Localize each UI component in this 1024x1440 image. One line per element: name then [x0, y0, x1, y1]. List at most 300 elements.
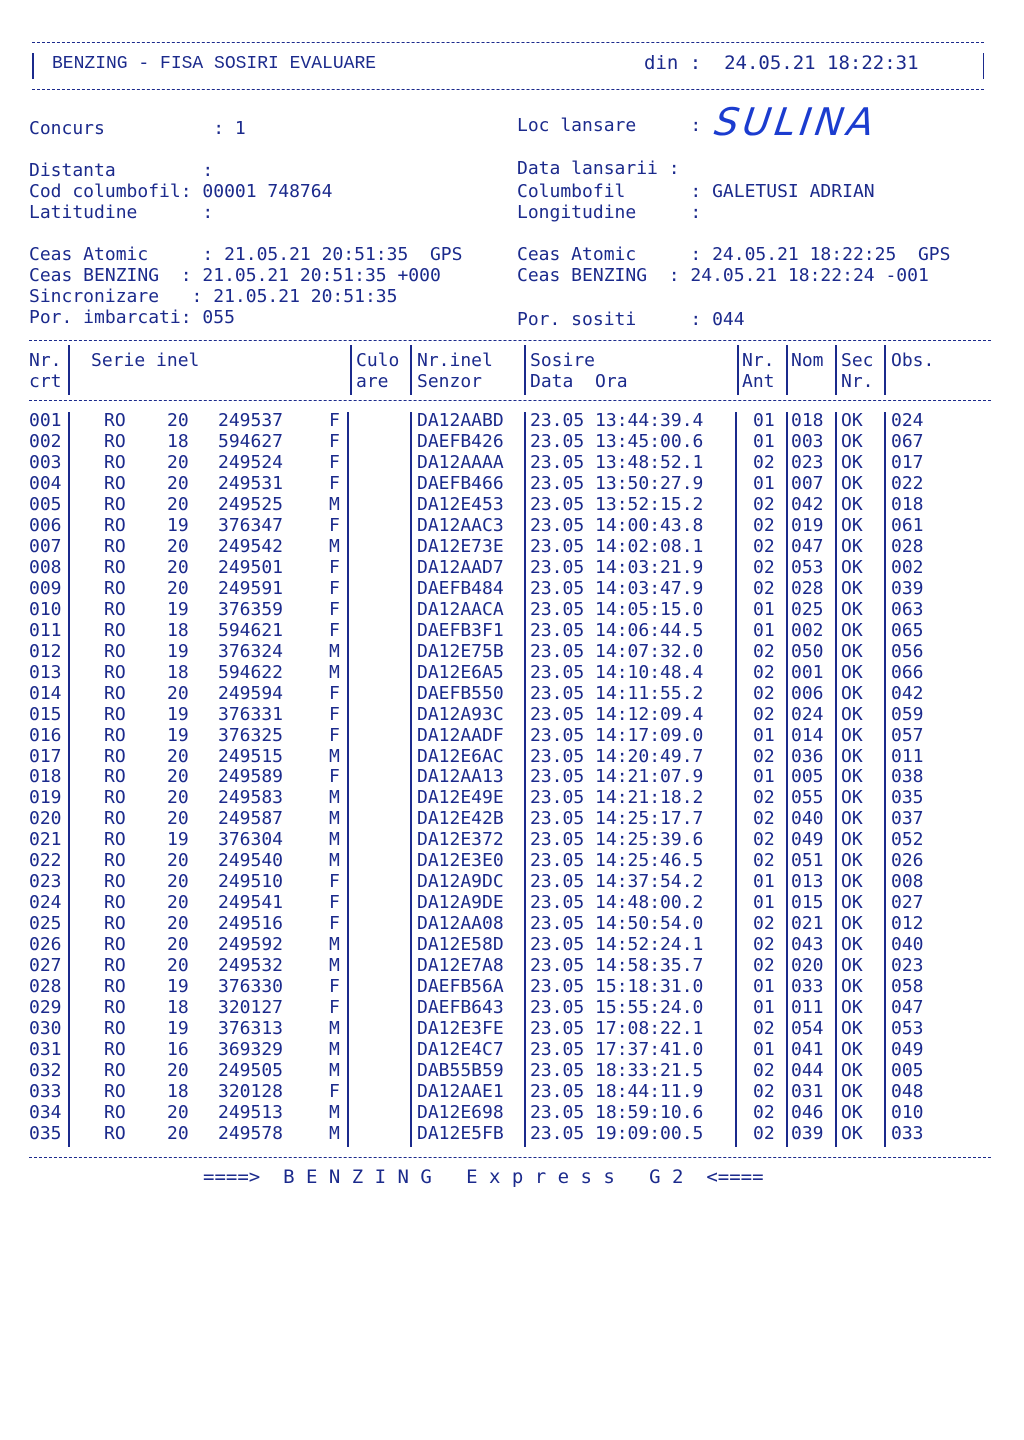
cell-country: RO	[104, 934, 126, 956]
cell-sensor-id: DA12AAE1	[417, 1081, 504, 1103]
cell-nr-crt: 017	[29, 745, 62, 767]
cell-nr-crt: 025	[29, 913, 62, 935]
cell-nr-crt: 019	[29, 787, 62, 809]
cell-year: 20	[167, 682, 189, 704]
cell-nr-crt: 015	[29, 703, 62, 725]
cell-country: RO	[104, 703, 126, 725]
cell-year: 19	[167, 829, 189, 851]
cell-nom: 047	[791, 535, 824, 557]
cell-arrival-time: 23.05 17:08:22.1	[530, 1018, 704, 1040]
header-culoare-1: Culo	[356, 350, 400, 371]
table-row	[0, 829, 1024, 850]
cell-sex: M	[329, 934, 340, 956]
cell-nr-crt: 021	[29, 829, 62, 851]
cell-nr-crt: 016	[29, 724, 62, 746]
printed-datetime: din : 24.05.21 18:22:31	[644, 52, 919, 74]
header-nom: Nom	[791, 350, 824, 371]
cell-ring-number: 249531	[218, 472, 284, 494]
table-row	[0, 683, 1024, 704]
cell-ring-number: 376324	[218, 640, 284, 662]
cell-arrival-time: 23.05 13:48:52.1	[530, 451, 704, 473]
cell-year: 20	[167, 1060, 189, 1082]
cell-arrival-time: 23.05 14:12:09.4	[530, 703, 704, 725]
cell-arrival-time: 23.05 14:17:09.0	[530, 724, 704, 746]
cell-sec-nr: OK	[841, 703, 863, 725]
cell-ant-nr: 01	[753, 619, 775, 641]
cell-obs: 008	[891, 871, 924, 893]
cell-arrival-time: 23.05 14:25:17.7	[530, 808, 704, 830]
cell-nom: 040	[791, 808, 824, 830]
cell-sensor-id: DAEFB466	[417, 472, 504, 494]
cell-sensor-id: DA12E3E0	[417, 850, 504, 872]
cell-nom: 054	[791, 1018, 824, 1040]
cell-obs: 017	[891, 451, 924, 473]
cell-sec-nr: OK	[841, 514, 863, 536]
cell-sex: M	[329, 787, 340, 809]
cell-ant-nr: 02	[753, 808, 775, 830]
table-row	[0, 431, 1024, 452]
table-row	[0, 850, 1024, 871]
cell-sensor-id: DA12E5FB	[417, 1122, 504, 1144]
header-ant: Ant	[742, 371, 775, 392]
cell-sensor-id: DA12AAD7	[417, 556, 504, 578]
cell-arrival-time: 23.05 15:18:31.0	[530, 976, 704, 998]
cell-ant-nr: 02	[753, 703, 775, 725]
cell-obs: 005	[891, 1060, 924, 1082]
cell-sex: F	[329, 410, 340, 431]
cell-sec-nr: OK	[841, 934, 863, 956]
cell-ring-number: 249592	[218, 934, 284, 956]
cell-sec-nr: OK	[841, 745, 863, 767]
cell-nr-crt: 001	[29, 410, 62, 431]
cell-ant-nr: 02	[753, 556, 775, 578]
cell-sec-nr: OK	[841, 1122, 863, 1144]
cell-year: 19	[167, 724, 189, 746]
cell-nr-crt: 035	[29, 1122, 62, 1144]
cell-country: RO	[104, 577, 126, 599]
cell-sensor-id: DA12A93C	[417, 703, 504, 725]
cell-ant-nr: 01	[753, 472, 775, 494]
table-row	[0, 976, 1024, 997]
cell-sec-nr: OK	[841, 661, 863, 683]
cell-arrival-time: 23.05 14:03:47.9	[530, 577, 704, 599]
cell-ring-number: 249513	[218, 1102, 284, 1123]
cell-year: 20	[167, 493, 189, 515]
cell-sex: M	[329, 829, 340, 851]
table-row	[0, 892, 1024, 913]
cell-obs: 053	[891, 1018, 924, 1040]
cell-sensor-id: DA12AAAA	[417, 451, 504, 473]
cell-arrival-time: 23.05 14:48:00.2	[530, 892, 704, 914]
cell-ant-nr: 01	[753, 430, 775, 452]
cell-sensor-id: DA12E75B	[417, 640, 504, 662]
cell-ant-nr: 01	[753, 1039, 775, 1061]
cell-arrival-time: 23.05 18:44:11.9	[530, 1081, 704, 1103]
cell-sex: F	[329, 472, 340, 494]
cell-country: RO	[104, 514, 126, 536]
cell-country: RO	[104, 955, 126, 977]
cell-sex: F	[329, 997, 340, 1019]
cell-sec-nr: OK	[841, 913, 863, 935]
cell-nom: 019	[791, 514, 824, 536]
cell-sensor-id: DA12A9DE	[417, 892, 504, 914]
cell-obs: 061	[891, 514, 924, 536]
cell-sec-nr: OK	[841, 787, 863, 809]
ceas-atomic-start: Ceas Atomic : 21.05.21 20:51:35 GPS	[29, 244, 463, 265]
cell-year: 19	[167, 598, 189, 620]
cell-nr-crt: 013	[29, 661, 62, 683]
cell-ring-number: 249542	[218, 535, 284, 557]
cell-arrival-time: 23.05 18:33:21.5	[530, 1060, 704, 1082]
cell-sex: F	[329, 451, 340, 473]
cell-nom: 024	[791, 703, 824, 725]
cell-ant-nr: 01	[753, 997, 775, 1019]
cell-sex: F	[329, 913, 340, 935]
cell-obs: 026	[891, 850, 924, 872]
cell-year: 20	[167, 850, 189, 872]
cell-ant-nr: 02	[753, 1102, 775, 1123]
table-row	[0, 578, 1024, 599]
cell-sensor-id: DA12E6A5	[417, 661, 504, 683]
cell-sex: F	[329, 577, 340, 599]
cell-nr-crt: 027	[29, 955, 62, 977]
cell-ring-number: 249524	[218, 451, 284, 473]
cell-nom: 001	[791, 661, 824, 683]
cell-ant-nr: 01	[753, 892, 775, 914]
cell-country: RO	[104, 892, 126, 914]
header-sosire: Sosire	[530, 350, 596, 371]
data-lansarii-field: Data lansarii :	[517, 158, 680, 179]
cell-sensor-id: DAEFB484	[417, 577, 504, 599]
cell-sensor-id: DA12E58D	[417, 934, 504, 956]
header-nr-ant: Nr.	[742, 350, 775, 371]
cell-sensor-id: DA12E6AC	[417, 745, 504, 767]
cell-arrival-time: 23.05 13:44:39.4	[530, 410, 704, 431]
cell-nr-crt: 004	[29, 472, 62, 494]
cell-ant-nr: 02	[753, 577, 775, 599]
cell-ring-number: 249516	[218, 913, 284, 935]
cell-nom: 041	[791, 1039, 824, 1061]
cell-ring-number: 376347	[218, 514, 284, 536]
cell-arrival-time: 23.05 18:59:10.6	[530, 1102, 704, 1123]
cell-country: RO	[104, 493, 126, 515]
cell-ant-nr: 02	[753, 1122, 775, 1144]
cell-ring-number: 249583	[218, 787, 284, 809]
cell-ring-number: 249537	[218, 410, 284, 431]
cell-sex: F	[329, 703, 340, 725]
cell-sex: M	[329, 850, 340, 872]
table-header-rule	[29, 400, 991, 401]
cell-ant-nr: 02	[753, 1018, 775, 1040]
header-crt: crt	[29, 371, 62, 392]
table-row	[0, 599, 1024, 620]
cell-sex: M	[329, 955, 340, 977]
cell-country: RO	[104, 535, 126, 557]
cell-country: RO	[104, 829, 126, 851]
cell-nom: 021	[791, 913, 824, 935]
cell-ant-nr: 01	[753, 766, 775, 788]
cell-sec-nr: OK	[841, 1018, 863, 1040]
cell-arrival-time: 23.05 19:09:00.5	[530, 1122, 704, 1144]
cell-sec-nr: OK	[841, 724, 863, 746]
cell-arrival-time: 23.05 14:10:48.4	[530, 661, 704, 683]
header-senzor: Senzor	[417, 371, 483, 392]
cell-nom: 049	[791, 829, 824, 851]
cell-sensor-id: DAEFB643	[417, 997, 504, 1019]
cell-nr-crt: 022	[29, 850, 62, 872]
cell-sensor-id: DAEFB56A	[417, 976, 504, 998]
concurs-field: Concurs : 1	[29, 118, 246, 139]
cell-obs: 022	[891, 472, 924, 494]
distanta-field: Distanta :	[29, 160, 214, 181]
cell-sec-nr: OK	[841, 808, 863, 830]
cell-sensor-id: DA12E73E	[417, 535, 504, 557]
cell-country: RO	[104, 661, 126, 683]
cell-nom: 020	[791, 955, 824, 977]
cell-nom: 003	[791, 430, 824, 452]
cell-sec-nr: OK	[841, 430, 863, 452]
cell-sex: F	[329, 514, 340, 536]
cell-ant-nr: 02	[753, 850, 775, 872]
cell-ant-nr: 01	[753, 976, 775, 998]
cell-arrival-time: 23.05 14:25:39.6	[530, 829, 704, 851]
header-serie-inel: Serie inel	[91, 350, 200, 371]
cell-ant-nr: 02	[753, 493, 775, 515]
cell-sec-nr: OK	[841, 976, 863, 998]
cell-ant-nr: 02	[753, 640, 775, 662]
cell-year: 18	[167, 997, 189, 1019]
cell-sensor-id: DA12AA13	[417, 766, 504, 788]
cell-country: RO	[104, 1102, 126, 1123]
cell-ring-number: 249510	[218, 871, 284, 893]
cell-country: RO	[104, 619, 126, 641]
cell-sensor-id: DA12AABD	[417, 410, 504, 431]
cell-obs: 035	[891, 787, 924, 809]
cell-nom: 028	[791, 577, 824, 599]
cell-nom: 023	[791, 451, 824, 473]
cell-ring-number: 376325	[218, 724, 284, 746]
cell-year: 20	[167, 766, 189, 788]
cell-nom: 055	[791, 787, 824, 809]
cell-ring-number: 594622	[218, 661, 284, 683]
cell-ant-nr: 02	[753, 451, 775, 473]
cell-year: 18	[167, 619, 189, 641]
cell-sex: F	[329, 598, 340, 620]
cell-nom: 006	[791, 682, 824, 704]
cell-sex: F	[329, 1081, 340, 1103]
cell-arrival-time: 23.05 14:05:15.0	[530, 598, 704, 620]
cell-nom: 053	[791, 556, 824, 578]
cell-year: 19	[167, 703, 189, 725]
table-row	[0, 913, 1024, 934]
cell-year: 20	[167, 892, 189, 914]
cell-ant-nr: 01	[753, 410, 775, 431]
cell-nom: 031	[791, 1081, 824, 1103]
header-obs: Obs.	[891, 350, 935, 371]
cell-sex: M	[329, 1039, 340, 1061]
table-row	[0, 997, 1024, 1018]
cell-sensor-id: DA12A9DC	[417, 871, 504, 893]
cell-obs: 023	[891, 955, 924, 977]
cell-sensor-id: DA12E49E	[417, 787, 504, 809]
por-sositi-field: Por. sositi : 044	[517, 309, 745, 330]
cell-country: RO	[104, 997, 126, 1019]
cell-obs: 039	[891, 577, 924, 599]
cell-nom: 002	[791, 619, 824, 641]
cell-sec-nr: OK	[841, 955, 863, 977]
header-sec: Sec	[841, 350, 874, 371]
cell-country: RO	[104, 745, 126, 767]
cell-nom: 033	[791, 976, 824, 998]
table-row	[0, 410, 1024, 431]
cell-year: 20	[167, 451, 189, 473]
cell-ring-number: 249587	[218, 808, 284, 830]
cell-sex: M	[329, 535, 340, 557]
cell-country: RO	[104, 430, 126, 452]
cell-arrival-time: 23.05 13:50:27.9	[530, 472, 704, 494]
cell-sex: M	[329, 745, 340, 767]
cell-sec-nr: OK	[841, 451, 863, 473]
cell-ring-number: 376330	[218, 976, 284, 998]
cell-obs: 010	[891, 1102, 924, 1123]
cell-nr-crt: 026	[29, 934, 62, 956]
cell-country: RO	[104, 808, 126, 830]
cell-nr-crt: 028	[29, 976, 62, 998]
cell-ant-nr: 02	[753, 913, 775, 935]
cell-sex: F	[329, 682, 340, 704]
cell-sensor-id: DA12E453	[417, 493, 504, 515]
cell-ring-number: 249594	[218, 682, 284, 704]
cell-sex: M	[329, 808, 340, 830]
cell-obs: 057	[891, 724, 924, 746]
cell-obs: 027	[891, 892, 924, 914]
cell-nom: 007	[791, 472, 824, 494]
cell-arrival-time: 23.05 14:21:18.2	[530, 787, 704, 809]
cell-ring-number: 320128	[218, 1081, 284, 1103]
cell-nom: 013	[791, 871, 824, 893]
cell-year: 20	[167, 808, 189, 830]
cell-sex: F	[329, 556, 340, 578]
cell-year: 20	[167, 745, 189, 767]
cell-nr-crt: 008	[29, 556, 62, 578]
sincronizare-field: Sincronizare : 21.05.21 20:51:35	[29, 286, 398, 307]
table-row	[0, 557, 1024, 578]
cell-sex: M	[329, 493, 340, 515]
cell-sensor-id: DA12E3FE	[417, 1018, 504, 1040]
table-row	[0, 704, 1024, 725]
handwritten-release-location: SULINA	[711, 100, 881, 144]
cell-country: RO	[104, 1039, 126, 1061]
cell-sec-nr: OK	[841, 1060, 863, 1082]
cell-nr-crt: 024	[29, 892, 62, 914]
cell-country: RO	[104, 598, 126, 620]
cell-arrival-time: 23.05 14:58:35.7	[530, 955, 704, 977]
cell-ring-number: 249532	[218, 955, 284, 977]
cell-ring-number: 249505	[218, 1060, 284, 1082]
cell-sex: F	[329, 871, 340, 893]
cell-nr-crt: 005	[29, 493, 62, 515]
cell-sec-nr: OK	[841, 472, 863, 494]
cell-ring-number: 376313	[218, 1018, 284, 1040]
cell-obs: 002	[891, 556, 924, 578]
cell-ant-nr: 01	[753, 598, 775, 620]
cell-nom: 039	[791, 1122, 824, 1144]
table-row	[0, 746, 1024, 767]
cell-sex: M	[329, 640, 340, 662]
cell-ring-number: 249591	[218, 577, 284, 599]
footer-banner: ====> B E N Z I N G E x p r e s s G 2 <====	[203, 1166, 764, 1188]
cell-ant-nr: 02	[753, 1060, 775, 1082]
cell-country: RO	[104, 724, 126, 746]
cell-year: 20	[167, 577, 189, 599]
cell-ant-nr: 02	[753, 829, 775, 851]
page-title: BENZING - FISA SOSIRI EVALUARE	[52, 54, 377, 74]
cell-sec-nr: OK	[841, 556, 863, 578]
table-row	[0, 536, 1024, 557]
cell-obs: 058	[891, 976, 924, 998]
longitudine-field: Longitudine :	[517, 202, 702, 223]
cell-obs: 067	[891, 430, 924, 452]
cell-obs: 063	[891, 598, 924, 620]
cell-sensor-id: DA12E7A8	[417, 955, 504, 977]
cell-ring-number: 594627	[218, 430, 284, 452]
cell-year: 20	[167, 556, 189, 578]
cell-year: 20	[167, 1122, 189, 1144]
cell-sec-nr: OK	[841, 598, 863, 620]
cell-sex: F	[329, 619, 340, 641]
cell-arrival-time: 23.05 14:07:32.0	[530, 640, 704, 662]
cell-sec-nr: OK	[841, 640, 863, 662]
cell-ring-number: 249589	[218, 766, 284, 788]
cell-nr-crt: 002	[29, 430, 62, 452]
cell-nr-crt: 034	[29, 1102, 62, 1123]
latitudine-field: Latitudine :	[29, 202, 214, 223]
cell-sec-nr: OK	[841, 997, 863, 1019]
cell-country: RO	[104, 410, 126, 431]
cell-arrival-time: 23.05 17:37:41.0	[530, 1039, 704, 1061]
table-row	[0, 1123, 1024, 1144]
cell-sensor-id: DA12E698	[417, 1102, 504, 1123]
cell-sensor-id: DA12E372	[417, 829, 504, 851]
table-row	[0, 1081, 1024, 1102]
cell-sec-nr: OK	[841, 577, 863, 599]
cell-nom: 042	[791, 493, 824, 515]
cell-ring-number: 249578	[218, 1122, 284, 1144]
cell-country: RO	[104, 1081, 126, 1103]
table-row	[0, 641, 1024, 662]
cell-sensor-id: DA12E42B	[417, 808, 504, 830]
cell-obs: 066	[891, 661, 924, 683]
cell-nr-crt: 031	[29, 1039, 62, 1061]
cell-sex: F	[329, 892, 340, 914]
cell-nom: 005	[791, 766, 824, 788]
cell-country: RO	[104, 1018, 126, 1040]
cell-sex: M	[329, 1018, 340, 1040]
cell-obs: 011	[891, 745, 924, 767]
cell-arrival-time: 23.05 14:21:07.9	[530, 766, 704, 788]
cell-ant-nr: 01	[753, 871, 775, 893]
table-bottom-rule	[29, 1157, 991, 1158]
columbofil-field: Columbofil : GALETUSI ADRIAN	[517, 181, 875, 202]
cell-obs: 040	[891, 934, 924, 956]
table-row	[0, 452, 1024, 473]
cell-sec-nr: OK	[841, 850, 863, 872]
table-top-rule	[29, 340, 991, 341]
cell-year: 20	[167, 472, 189, 494]
cell-obs: 048	[891, 1081, 924, 1103]
cell-arrival-time: 23.05 14:37:54.2	[530, 871, 704, 893]
cell-year: 20	[167, 955, 189, 977]
